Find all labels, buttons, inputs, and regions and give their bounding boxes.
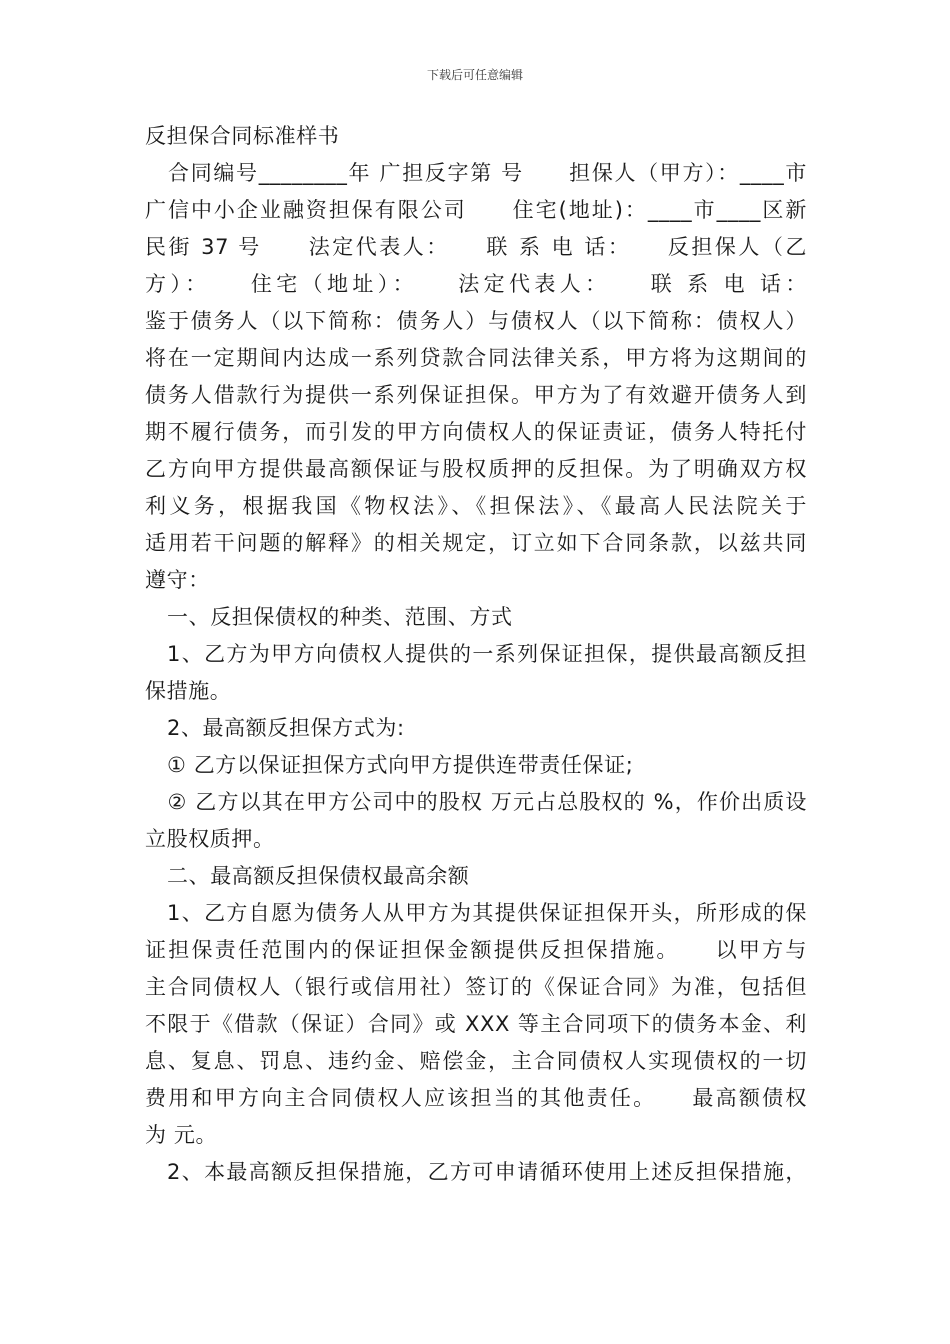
paragraph-line: 债务人借款行为提供一系列保证担保。甲方为了有效避开债务人到 [145, 383, 807, 407]
paragraph-line: 鉴于债务人（以下简称：债务人）与债权人（以下简称：债权人） [145, 309, 807, 333]
clause-line: 主合同债权人（银行或信用社）签订的《保证合同》为准，包括但 [145, 975, 807, 999]
clause-line: 2、最高额反担保方式为: [167, 716, 405, 740]
paragraph-line: 适用若干问题的解释》的相关规定，订立如下合同条款，以兹共同 [145, 531, 807, 555]
clause-line: 2、本最高额反担保措施，乙方可申请循环使用上述反担保措施， [167, 1160, 807, 1184]
document-body [145, 118, 807, 1191]
sub-clause-line: ① 乙方以保证担保方式向甲方提供连带责任保证; [167, 753, 634, 777]
clause-line: 证担保责任范围内的保证担保金额提供反担保措施。 以甲方与 [145, 938, 807, 962]
clause-line: 1、乙方自愿为债务人从甲方为其提供保证担保开头，所形成的保 [167, 901, 807, 925]
paragraph-line: 利义务，根据我国《物权法》、《担保法》、《最高人民法院关于 [145, 494, 807, 518]
paragraph-line: 遵守： [145, 568, 210, 592]
section-heading: 二、最高额反担保债权最高余额 [167, 864, 470, 888]
paragraph-line: 将在一定期间内达成一系列贷款合同法律关系，甲方将为这期间的 [145, 346, 807, 370]
paragraph-line: 方）： 住宅（地址）： 法定代表人： 联 系 电 话： [145, 272, 807, 296]
document-title: 反担保合同标准样书 [145, 124, 340, 148]
paragraph-line: 民街 37 号 法定代表人： 联 系 电 话： 反担保人（乙 [145, 235, 807, 259]
paragraph-line: 期不履行债务，而引发的甲方向债权人的保证责证，债务人特托付 [145, 420, 807, 444]
sub-clause-line: ② 乙方以其在甲方公司中的股权 万元占总股权的 %，作价出质设 [167, 790, 807, 814]
clause-line: 为 元。 [145, 1123, 218, 1147]
clause-line: 费用和甲方向主合同债权人应该担当的其他责任。 最高额债权 [145, 1086, 807, 1110]
section-heading: 一、反担保债权的种类、范围、方式 [167, 605, 513, 629]
paragraph-line: 合同编号________年 广担反字第 号 担保人（甲方）：____市 [167, 161, 807, 185]
clause-line: 1、乙方为甲方向债权人提供的一系列保证担保，提供最高额反担 [167, 642, 807, 666]
clause-line: 保措施。 [145, 679, 232, 703]
clause-line: 息、复息、罚息、违约金、赔偿金，主合同债权人实现债权的一切 [145, 1049, 807, 1073]
paragraph-line: 乙方向甲方提供最高额保证与股权质押的反担保。为了明确双方权 [145, 457, 807, 481]
page-header-note: 下载后可任意编辑 [426, 68, 523, 82]
sub-clause-line: 立股权质押。 [145, 827, 275, 851]
clause-line: 不限于《借款（保证）合同》或 XXX 等主合同项下的债务本金、利 [145, 1012, 807, 1036]
paragraph-line: 广信中小企业融资担保有限公司 住宅(地址)：____市____区新 [145, 198, 807, 222]
